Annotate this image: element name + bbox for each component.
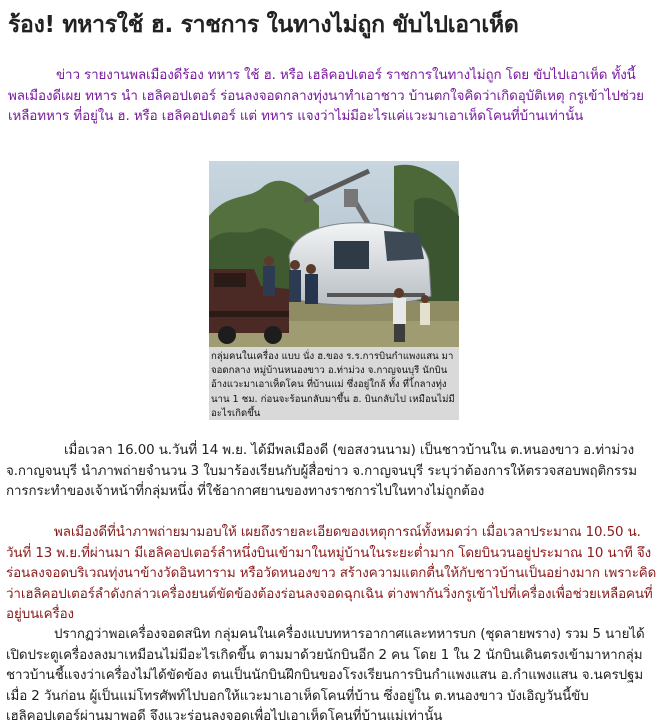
photo-caption: กลุ่มคนในเครื่อง แบบ นั่ง ฮ.ของ ร.ร.การบินกำแพงแสน มาจอดกลาง หมู่บ้านหนองขาว อ.ท่าม่วง จ.กาญจนบุรี นักบินอ้างแวะมาเอาเห็ดโคน ที่บ้านแม่ ซึ่งอยู่ใกล้ ทั้ง ที่ไ้กลางทุ่ง นาน 1 ชม. ก่อนจะร้อนกลับมาขึ้น ฮ. บินกลับไป เหมือนไม่มีอะไรเกิดขึ้น — [211, 351, 455, 419]
helicopter-photo — [209, 161, 459, 347]
headline: ร้อง! ทหารใช้ ฮ. ราชการ ในทางไม่ถูก ขับไปเอาเห็ด — [8, 12, 519, 38]
lead-paragraph: ข่าว รายงานพลเมืองดีร้อง ทหาร ใช้ ฮ. หรือ เฮลิคอปเตอร์ ราชการในทางไม่ถูก โดย ขับไปเอาเห็ด ทั้งนี้พลเมืองดีเผย ทหาร นำ เฮลิคอปเตอร์ ร่อนลงจอดกลางทุ่งนาทำเอาชาว บ้านตกใจคิดว่าเกิดอุบัติเหตุ กรูเข้าไปช่วยเหลือทหาร ที่อยู่ใน ฮ. หรือ เฮลิคอปเตอร์ แต่ ทหาร แจงว่าไม่มีอะไรแค่แวะมาเอาเห็ดโคนที่บ้านเท่านั้น — [8, 68, 644, 124]
news-figure — [209, 161, 459, 420]
body-paragraph: เมื่อเวลา 16.00 น.วันที่ 14 พ.ย. ได้มีพลเมืองดี (ขอสงวนนาม) เป็นชาวบ้านใน ต.หนองขาว อ.ท่าม่วง จ.กาญจนบุรี นำภาพถ่ายจำนวน 3 ใบมาร้องเรียนกับผู้สื่อข่าว จ.กาญจนบุรี ระบุว่าต้องการให้ตรวจสอบพฤติกรรมการกระทำของเจ้าหน้าที่กลุ่มหนึ่ง ที่ใช้อากาศยานของทางราชการไปในทางไม่ถูกต้อง — [6, 443, 637, 499]
body-paragraph: ปรากฏว่าพอเครื่องจอดสนิท กลุ่มคนในเครื่องแบบทหารอากาศและทหารบก (ชุดลายพราง) รวม 5 นายได้เปิดประตูเครื่องลงมาเหมือนไม่มีอะไรเกิดขึ้น ตามมาด้วยนักบินอีก 2 คน โดย 1 ใน 2 นักบินเดินตรงเข้ามาหากลุ่มชาวบ้านชี้แจงว่าเครื่องไม่ได้ขัดข้อง ตนเป็นนักบินฝึกบินของโรงเรียนการบินกำแพงแสน อ.กำแพงแสน จ.นครปฐม เมื่อ 2 วันก่อน ผู้เป็นแม่โทรศัพท์ไปบอกให้แวะมาเอาเห็ดโคนที่บ้าน ซึ่งอยู่ใน ต.หนองขาว บังเอิญวันนี้ขับเฮลิคอปเตอร์ผ่านมาพอดี จึงแวะร่อนลงจอดเพื่อไปเอาเห็ดโคนที่บ้านแม่เท่านั้น — [6, 627, 645, 724]
body-paragraph: พลเมืองดีที่นำภาพถ่ายมามอบให้ เผยถึงรายละเอียดของเหตุการณ์ทั้งหมดว่า เมื่อเวลาประมาณ 10.50 น. วันที่ 13 พ.ย.ที่ผ่านมา มีเฮลิคอปเตอร์ลำหนึ่งบินเข้ามาในหมู่บ้านในระยะต่ำมาก โดยบินวนอยู่ประมาณ 10 นาที จึงร่อนลงจอดบริเวณทุ่งนาข้างวัดอินทาราม หรือวัดหนองขาว สร้างความแตกตื่นให้กับชาวบ้านเป็นอย่างมาก เพราะคิดว่าเฮลิคอปเตอร์ลำดังกล่าวเครื่องยนต์ขัดข้องต้องร่อนลงจอดฉุกเฉิน ต่างพากันวิ่งกรูเข้าไปที่เครื่องเพื่อช่วยเหลือคนที่อยู่บนเครื่อง — [6, 525, 657, 622]
